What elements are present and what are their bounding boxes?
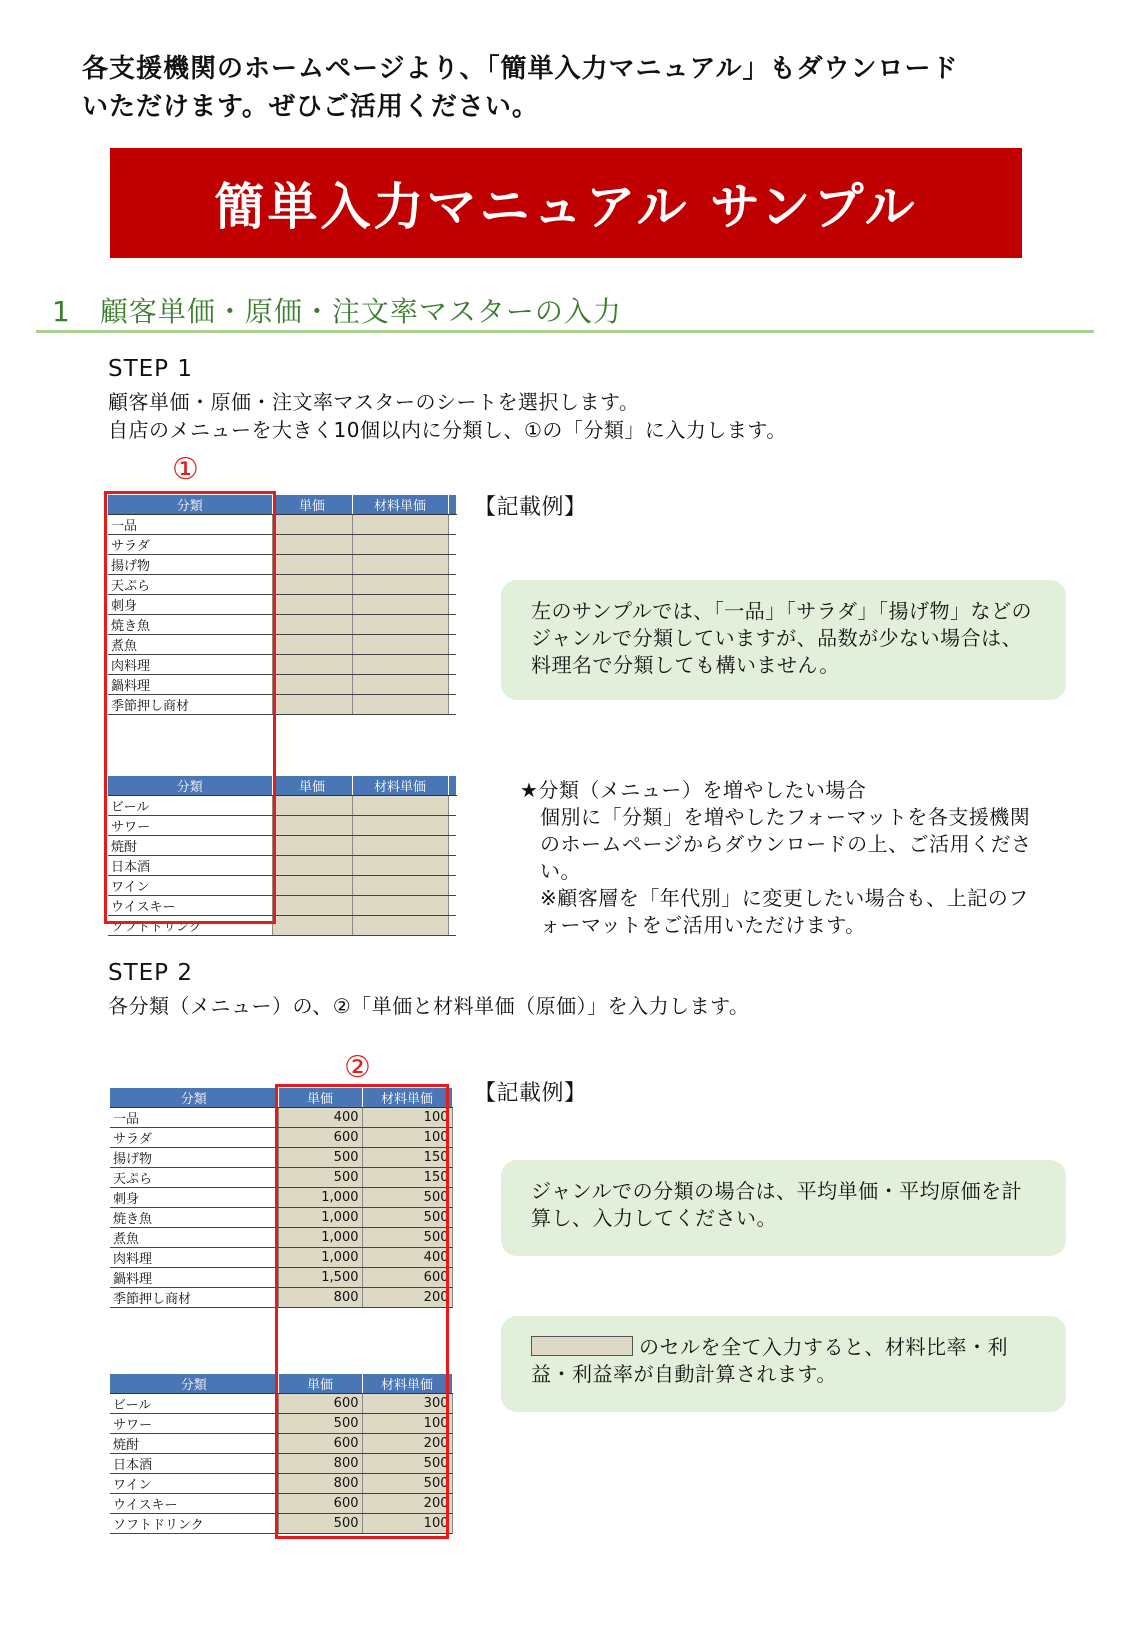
category-cell: 揚げ物 xyxy=(110,1148,278,1168)
material-cell: 500 xyxy=(362,1188,452,1208)
overflow-cell xyxy=(448,675,456,695)
price-cell xyxy=(272,695,352,715)
price-cell xyxy=(272,796,352,816)
material-cell xyxy=(352,535,448,555)
price-cell: 1,000 xyxy=(278,1208,362,1228)
header-category: 分類 xyxy=(108,776,272,796)
price-cell: 1,000 xyxy=(278,1248,362,1268)
material-cell xyxy=(352,876,448,896)
intro-line-2: いただけます。ぜひご活用ください。 xyxy=(82,92,539,122)
marker-1: ① xyxy=(172,452,199,487)
step2-note-1: ジャンルでの分類の場合は、平均単価・平均原価を計算し、入力してください。 xyxy=(501,1160,1066,1256)
marker-2: ② xyxy=(344,1050,371,1085)
header-category: 分類 xyxy=(110,1374,278,1394)
category-cell: ビール xyxy=(110,1394,278,1414)
step2-note-2 xyxy=(501,1316,1066,1412)
step1-note: 左のサンプルでは、「一品」「サラダ」「揚げ物」などのジャンルで分類していますが、品数が少ない場合は、料理名で分類しても構いません。 xyxy=(501,580,1066,700)
header-price: 単価 xyxy=(278,1088,362,1108)
overflow-cell xyxy=(448,535,456,555)
material-cell: 500 xyxy=(362,1454,452,1474)
step1-star-note xyxy=(520,777,1040,939)
category-cell: ワイン xyxy=(108,876,272,896)
category-cell: 刺身 xyxy=(108,595,272,615)
step1-line-2: 自店のメニューを大きく10個以内に分類し、①の「分類」に入力します。 xyxy=(108,418,787,442)
material-cell: 100 xyxy=(362,1414,452,1434)
material-cell: 500 xyxy=(362,1208,452,1228)
price-cell xyxy=(272,635,352,655)
step1-text xyxy=(108,388,787,444)
price-cell xyxy=(272,615,352,635)
material-cell xyxy=(352,615,448,635)
intro-line-1: 各支援機関のホームページより、「簡単入力マニュアル」もダウンロード xyxy=(82,54,959,84)
input-cell-swatch xyxy=(531,1336,633,1356)
price-cell xyxy=(272,856,352,876)
price-cell xyxy=(272,535,352,555)
step2-label: STEP 2 xyxy=(108,960,193,986)
material-cell: 100 xyxy=(362,1514,452,1534)
material-cell xyxy=(352,595,448,615)
overflow-cell xyxy=(448,695,456,715)
material-cell: 200 xyxy=(362,1288,452,1308)
price-cell xyxy=(272,595,352,615)
price-cell xyxy=(272,836,352,856)
price-cell: 1,000 xyxy=(278,1228,362,1248)
category-cell: 天ぷら xyxy=(108,575,272,595)
category-cell: ウイスキー xyxy=(110,1494,278,1514)
price-cell: 800 xyxy=(278,1454,362,1474)
header-category: 分類 xyxy=(108,495,272,515)
material-cell xyxy=(352,675,448,695)
category-cell: 一品 xyxy=(110,1108,278,1128)
price-cell xyxy=(272,916,352,936)
material-cell xyxy=(352,695,448,715)
header-price: 単価 xyxy=(278,1374,362,1394)
category-cell: 鍋料理 xyxy=(110,1268,278,1288)
header-price: 単価 xyxy=(272,495,352,515)
category-cell: 焼酎 xyxy=(108,836,272,856)
material-cell: 300 xyxy=(362,1394,452,1414)
price-cell: 600 xyxy=(278,1394,362,1414)
material-cell: 200 xyxy=(362,1494,452,1514)
step1-example-label: 【記載例】 xyxy=(474,495,587,520)
overflow-cell xyxy=(448,595,456,615)
price-cell: 600 xyxy=(278,1434,362,1454)
category-cell: 鍋料理 xyxy=(108,675,272,695)
overflow-cell xyxy=(448,816,456,836)
material-cell xyxy=(352,575,448,595)
material-cell xyxy=(352,515,448,535)
step2-example-label: 【記載例】 xyxy=(474,1081,587,1106)
price-cell: 1,500 xyxy=(278,1268,362,1288)
category-highlight-box xyxy=(104,491,276,924)
material-cell xyxy=(352,555,448,575)
category-cell: 日本酒 xyxy=(108,856,272,876)
category-cell: サワー xyxy=(108,816,272,836)
material-cell xyxy=(352,816,448,836)
header-material: 材料単価 xyxy=(352,776,448,796)
price-cell xyxy=(272,515,352,535)
material-cell: 150 xyxy=(362,1168,452,1188)
title-banner: 簡単入力マニュアル サンプル xyxy=(110,148,1022,258)
price-cell: 1,000 xyxy=(278,1188,362,1208)
header-material: 材料単価 xyxy=(362,1374,452,1394)
category-cell: ワイン xyxy=(110,1474,278,1494)
overflow-cell xyxy=(448,635,456,655)
star-body: 個別に「分類」を増やしたフォーマットを各支援機関のホームページからダウンロードの上、ご活用ください。 xyxy=(540,805,1032,883)
overflow-cell xyxy=(448,876,456,896)
overflow-cell xyxy=(448,555,456,575)
intro-text xyxy=(82,50,1082,126)
material-cell xyxy=(352,836,448,856)
price-cell: 500 xyxy=(278,1514,362,1534)
step2-note-2-text: のセルを全て入力すると、材料比率・利益・利益率が自動計算されます。 xyxy=(531,1335,1008,1386)
material-cell xyxy=(352,655,448,675)
category-cell: 煮魚 xyxy=(110,1228,278,1248)
price-cell xyxy=(272,896,352,916)
star-title: ★分類（メニュー）を増やしたい場合 xyxy=(520,778,867,802)
price-cell: 800 xyxy=(278,1474,362,1494)
overflow-cell xyxy=(448,836,456,856)
category-cell: ウイスキー xyxy=(108,896,272,916)
category-cell: 揚げ物 xyxy=(108,555,272,575)
category-cell: 肉料理 xyxy=(108,655,272,675)
price-cell: 500 xyxy=(278,1148,362,1168)
material-cell: 200 xyxy=(362,1434,452,1454)
category-cell: 刺身 xyxy=(110,1188,278,1208)
price-cell: 500 xyxy=(278,1168,362,1188)
category-cell: 天ぷら xyxy=(110,1168,278,1188)
material-cell: 500 xyxy=(362,1228,452,1248)
category-cell: 焼酎 xyxy=(110,1434,278,1454)
price-cell xyxy=(272,655,352,675)
overflow-cell xyxy=(448,896,456,916)
material-cell xyxy=(352,796,448,816)
price-cell xyxy=(272,816,352,836)
section-divider xyxy=(36,330,1094,333)
overflow-cell xyxy=(448,796,456,816)
price-cell: 600 xyxy=(278,1494,362,1514)
category-cell: ソフトドリンク xyxy=(108,916,272,936)
header-category: 分類 xyxy=(110,1088,278,1108)
star-sub: ※顧客層を「年代別」に変更したい場合も、上記のフォーマットをご活用いただけます。 xyxy=(540,886,1029,937)
step2-text: 各分類（メニュー）の、②「単価と材料単価（原価）」を入力します。 xyxy=(108,994,750,1018)
price-cell xyxy=(272,675,352,695)
category-cell: ソフトドリンク xyxy=(110,1514,278,1534)
category-cell: 肉料理 xyxy=(110,1248,278,1268)
category-cell: サラダ xyxy=(110,1128,278,1148)
overflow-cell xyxy=(448,515,456,535)
category-cell: 焼き魚 xyxy=(110,1208,278,1228)
category-cell: 一品 xyxy=(108,515,272,535)
price-cell xyxy=(272,876,352,896)
price-cell xyxy=(272,575,352,595)
overflow-cell xyxy=(448,575,456,595)
price-cell: 600 xyxy=(278,1128,362,1148)
material-cell xyxy=(352,896,448,916)
material-cell: 600 xyxy=(362,1268,452,1288)
category-cell: 煮魚 xyxy=(108,635,272,655)
category-cell: サラダ xyxy=(108,535,272,555)
material-cell: 500 xyxy=(362,1474,452,1494)
material-cell: 150 xyxy=(362,1148,452,1168)
price-highlight-box xyxy=(275,1084,449,1539)
material-cell xyxy=(352,916,448,936)
header-material: 材料単価 xyxy=(352,495,448,515)
section-title: 1 顧客単価・原価・注文率マスターの入力 xyxy=(52,295,622,328)
category-cell: ビール xyxy=(108,796,272,816)
material-cell: 100 xyxy=(362,1108,452,1128)
overflow-cell xyxy=(448,655,456,675)
overflow-cell xyxy=(448,916,456,936)
price-cell xyxy=(272,555,352,575)
category-cell: サワー xyxy=(110,1414,278,1434)
header-material: 材料単価 xyxy=(362,1088,452,1108)
overflow-cell xyxy=(448,856,456,876)
category-cell: 季節押し商材 xyxy=(108,695,272,715)
category-cell: 焼き魚 xyxy=(108,615,272,635)
price-cell: 500 xyxy=(278,1414,362,1434)
price-cell: 800 xyxy=(278,1288,362,1308)
category-cell: 日本酒 xyxy=(110,1454,278,1474)
material-cell: 100 xyxy=(362,1128,452,1148)
step1-line-1: 顧客単価・原価・注文率マスターのシートを選択します。 xyxy=(108,390,640,414)
header-price: 単価 xyxy=(272,776,352,796)
overflow-cell xyxy=(448,615,456,635)
category-cell: 季節押し商材 xyxy=(110,1288,278,1308)
material-cell: 400 xyxy=(362,1248,452,1268)
price-cell: 400 xyxy=(278,1108,362,1128)
material-cell xyxy=(352,856,448,876)
material-cell xyxy=(352,635,448,655)
step1-label: STEP 1 xyxy=(108,356,193,382)
header-overflow xyxy=(448,776,456,796)
header-overflow xyxy=(448,495,456,515)
